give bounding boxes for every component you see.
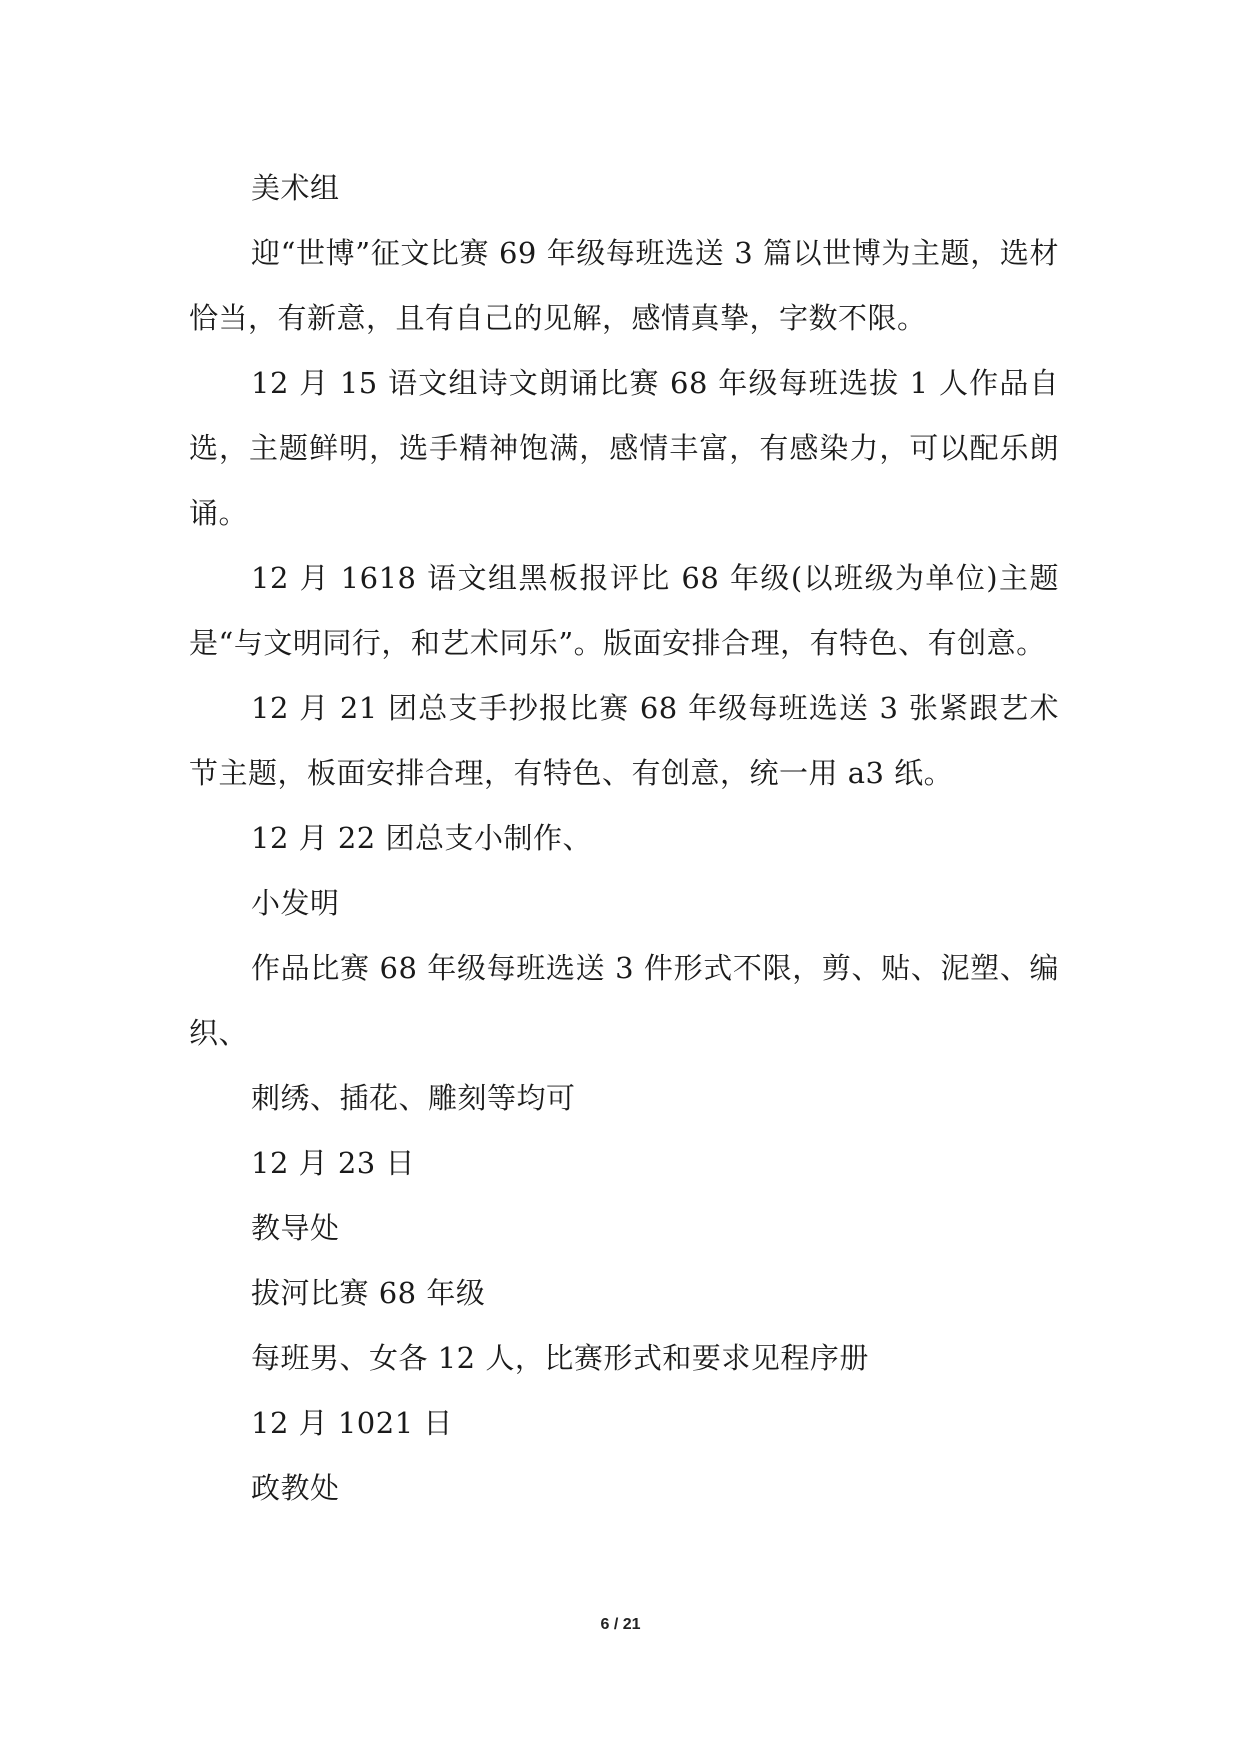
paragraph: 12 月 22 团总支小制作、 bbox=[251, 821, 592, 855]
paragraph: 12 月 1618 语文组黑板报评比 68 年级(以班级为单位)主题是“与文明同行，和艺术同乐”。版面安排合理，有特色、有创意。 bbox=[189, 561, 1059, 660]
paragraph: 政教处 bbox=[251, 1471, 340, 1505]
page-number: 6 / 21 bbox=[600, 1616, 641, 1633]
paragraph: 迎“世博”征文比赛 69 年级每班选送 3 篇以世博为主题，选材恰当，有新意，且有自己的见解，感情真挚，字数不限。 bbox=[189, 236, 1059, 335]
paragraph: 刺绣、插花、雕刻等均可 bbox=[251, 1081, 576, 1115]
document-body bbox=[189, 156, 1059, 1521]
paragraph: 美术组 bbox=[251, 171, 340, 205]
paragraph: 每班男、女各 12 人，比赛形式和要求见程序册 bbox=[251, 1341, 869, 1375]
paragraph: 小发明 bbox=[251, 886, 340, 920]
paragraph: 12 月 15 语文组诗文朗诵比赛 68 年级每班选拔 1 人作品自选，主题鲜明，选手精神饱满，感情丰富，有感染力，可以配乐朗诵。 bbox=[189, 366, 1059, 530]
paragraph: 12 月 1021 日 bbox=[251, 1406, 453, 1440]
paragraph: 12 月 21 团总支手抄报比赛 68 年级每班选送 3 张紧跟艺术节主题，板面安排合理，有特色、有创意，统一用 a3 纸。 bbox=[189, 691, 1059, 790]
paragraph: 拔河比赛 68 年级 bbox=[251, 1276, 486, 1310]
paragraph: 作品比赛 68 年级每班选送 3 件形式不限，剪、贴、泥塑、编织、 bbox=[189, 951, 1059, 1050]
paragraph: 教导处 bbox=[251, 1211, 340, 1245]
paragraph: 12 月 23 日 bbox=[251, 1146, 415, 1180]
